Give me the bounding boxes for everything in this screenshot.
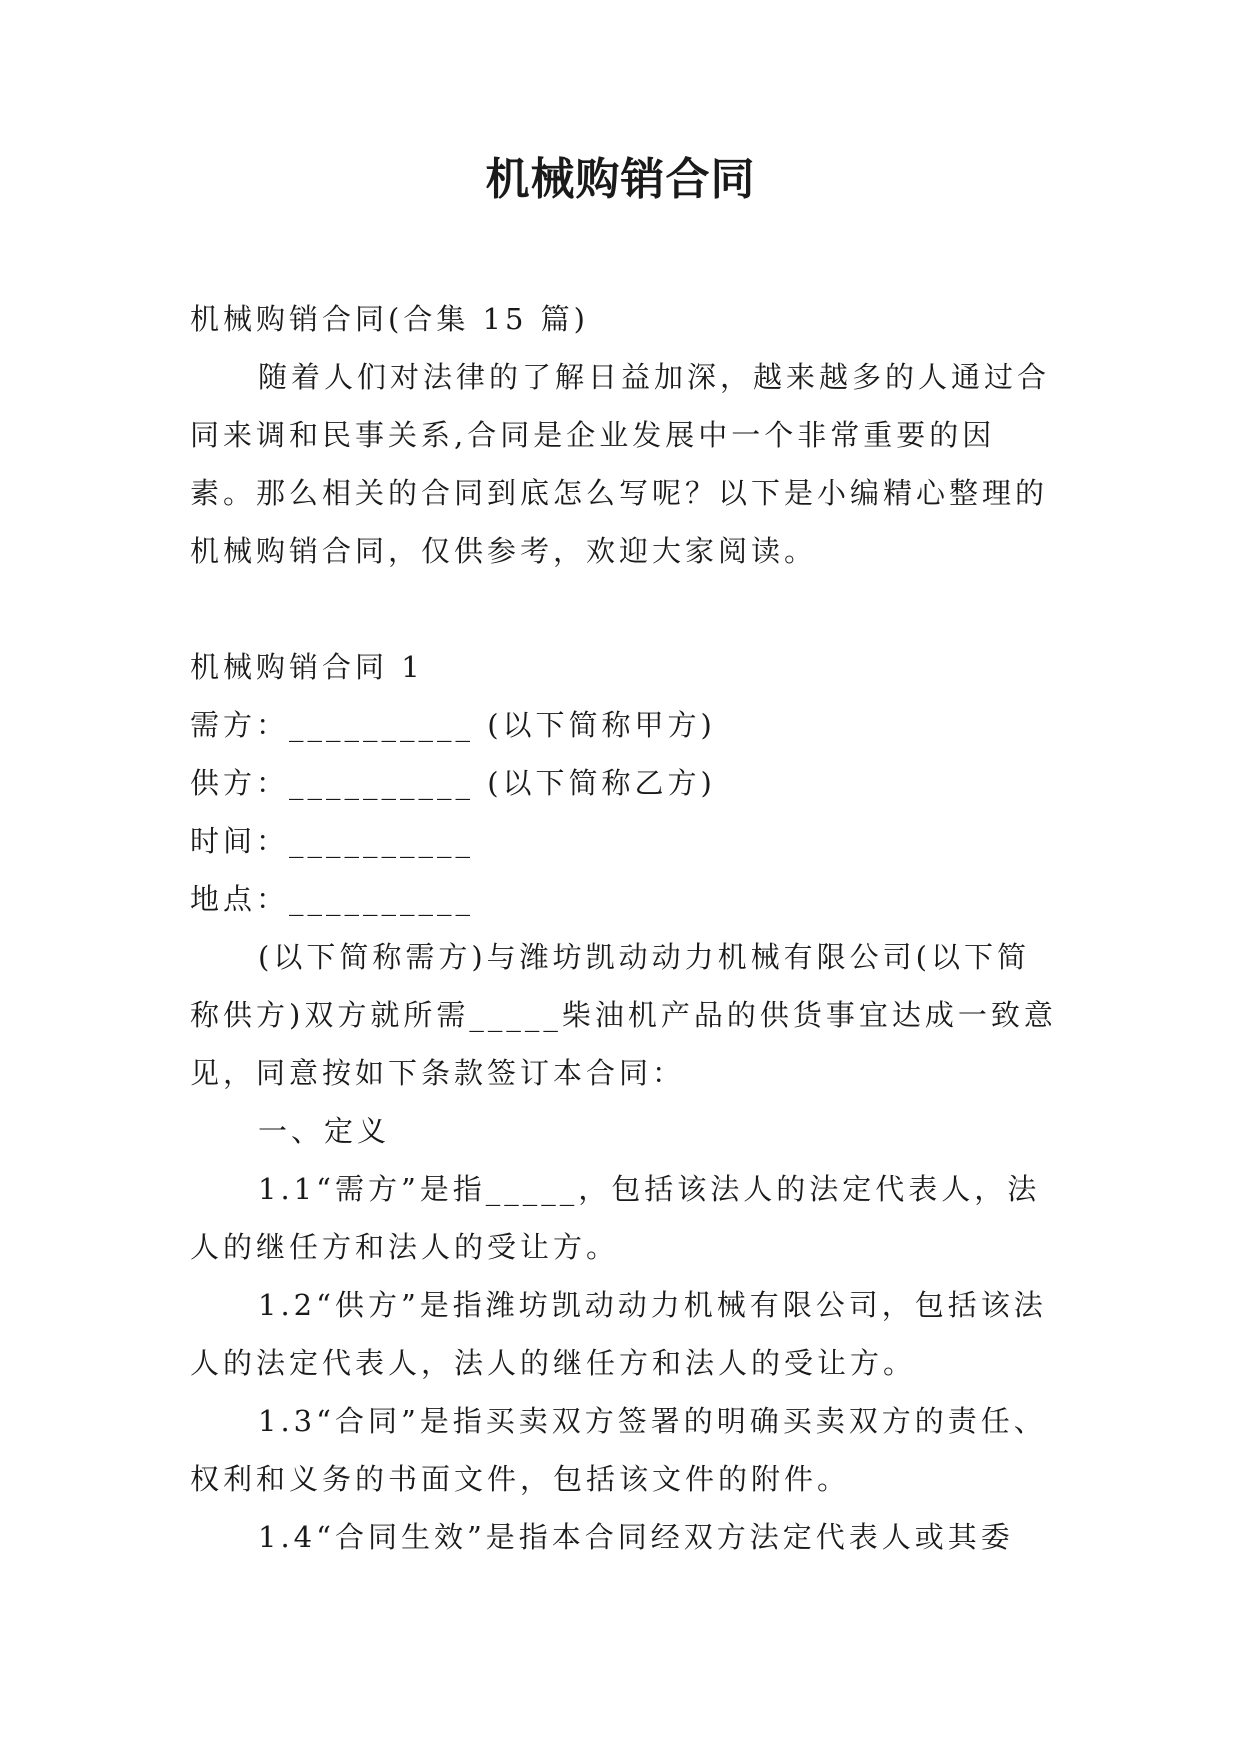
clause-1-4: 1.4“合同生效”是指本合同经双方法定代表人或其委	[258, 1520, 1014, 1554]
paragraph-spacer	[190, 580, 1060, 638]
clause-1-3: 1.3“合同”是指买卖双方签署的明确买卖双方的责任、权利和义务的书面文件，包括该文件的附件。	[190, 1404, 1047, 1496]
time-field-line: 时间：__________	[190, 824, 475, 858]
document-title: 机械购销合同	[485, 154, 756, 205]
preamble-paragraph: (以下简称需方)与潍坊凯动动力机械有限公司(以下简称供方)双方就所需_____柴油机产品的供货事宜达成一致意见，同意按如下条款签订本合同：	[190, 940, 1057, 1090]
clause-1-2: 1.2“供方”是指潍坊凯动动力机械有限公司，包括该法人的法定代表人，法人的继任方和法人的受让方。	[190, 1288, 1047, 1380]
place-field-line: 地点：__________	[190, 882, 475, 916]
clause-1-1: 1.1“需方”是指_____，包括该法人的法定代表人，法人的继任方和法人的受让方。	[190, 1172, 1041, 1264]
document-body	[190, 290, 1060, 1566]
collection-heading: 机械购销合同(合集 15 篇)	[190, 302, 589, 336]
section-1-heading: 一、定义	[258, 1114, 391, 1148]
seller-field-line: 供方：__________ (以下简称乙方)	[190, 766, 716, 800]
contract-1-heading: 机械购销合同 1	[190, 650, 424, 684]
buyer-field-line: 需方：__________ (以下简称甲方)	[190, 708, 716, 742]
intro-paragraph: 随着人们对法律的了解日益加深，越来越多的人通过合同来调和民事关系,合同是企业发展中一个非常重要的因素。那么相关的合同到底怎么写呢？以下是小编精心整理的机械购销合同，仅供参考，欢迎大家阅读。	[190, 360, 1051, 568]
